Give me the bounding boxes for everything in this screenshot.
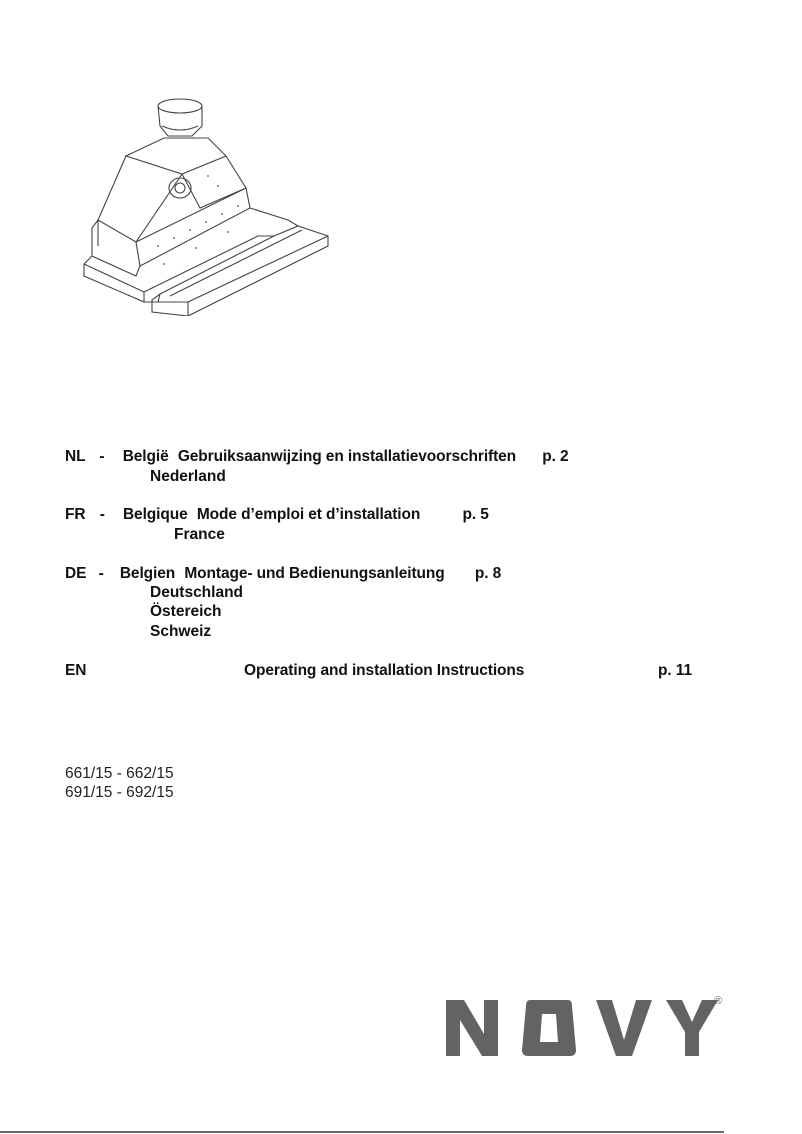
page-ref: p. 8	[474, 565, 502, 582]
country-sub: Deutschland	[150, 584, 244, 601]
toc-title: Mode d’emploi et d’installation	[196, 506, 421, 523]
country: Belgien	[119, 565, 176, 582]
novy-logo	[444, 995, 723, 1058]
lang-code: EN	[65, 662, 87, 679]
country: België	[122, 448, 169, 465]
registered-mark: ®	[714, 995, 723, 1007]
toc-entry-fr[interactable]	[65, 506, 489, 524]
country: Belgique	[122, 506, 188, 523]
page-ref: p. 2	[542, 448, 569, 465]
lang-code: NL	[65, 448, 86, 465]
toc-title: Gebruiksaanwijzing en installatievoorschriften	[177, 448, 517, 465]
lang-code: FR	[65, 506, 86, 523]
country-sub: France	[174, 526, 225, 543]
page-ref: p. 5	[462, 506, 489, 523]
lang-code: DE	[65, 565, 87, 582]
dash: -	[99, 506, 105, 523]
model-numbers-2: 691/15 - 692/15	[65, 784, 174, 801]
country-sub: Nederland	[150, 468, 226, 485]
toc-entry-en[interactable]	[65, 662, 705, 680]
country-sub: Schweiz	[150, 623, 212, 640]
hood-illustration	[78, 96, 340, 316]
country-sub: Östereich	[150, 603, 222, 620]
toc-entry-nl[interactable]	[65, 448, 569, 466]
page-ref: p. 11	[658, 662, 692, 679]
toc-title: Operating and installation Instructions	[244, 662, 525, 679]
dash: -	[98, 565, 104, 582]
footer-divider	[0, 1131, 724, 1133]
model-numbers-1: 661/15 - 662/15	[65, 765, 174, 782]
toc-title: Montage- und Bedienungsanleitung	[184, 565, 445, 582]
toc-entry-de[interactable]	[65, 565, 501, 583]
dash: -	[99, 448, 105, 465]
